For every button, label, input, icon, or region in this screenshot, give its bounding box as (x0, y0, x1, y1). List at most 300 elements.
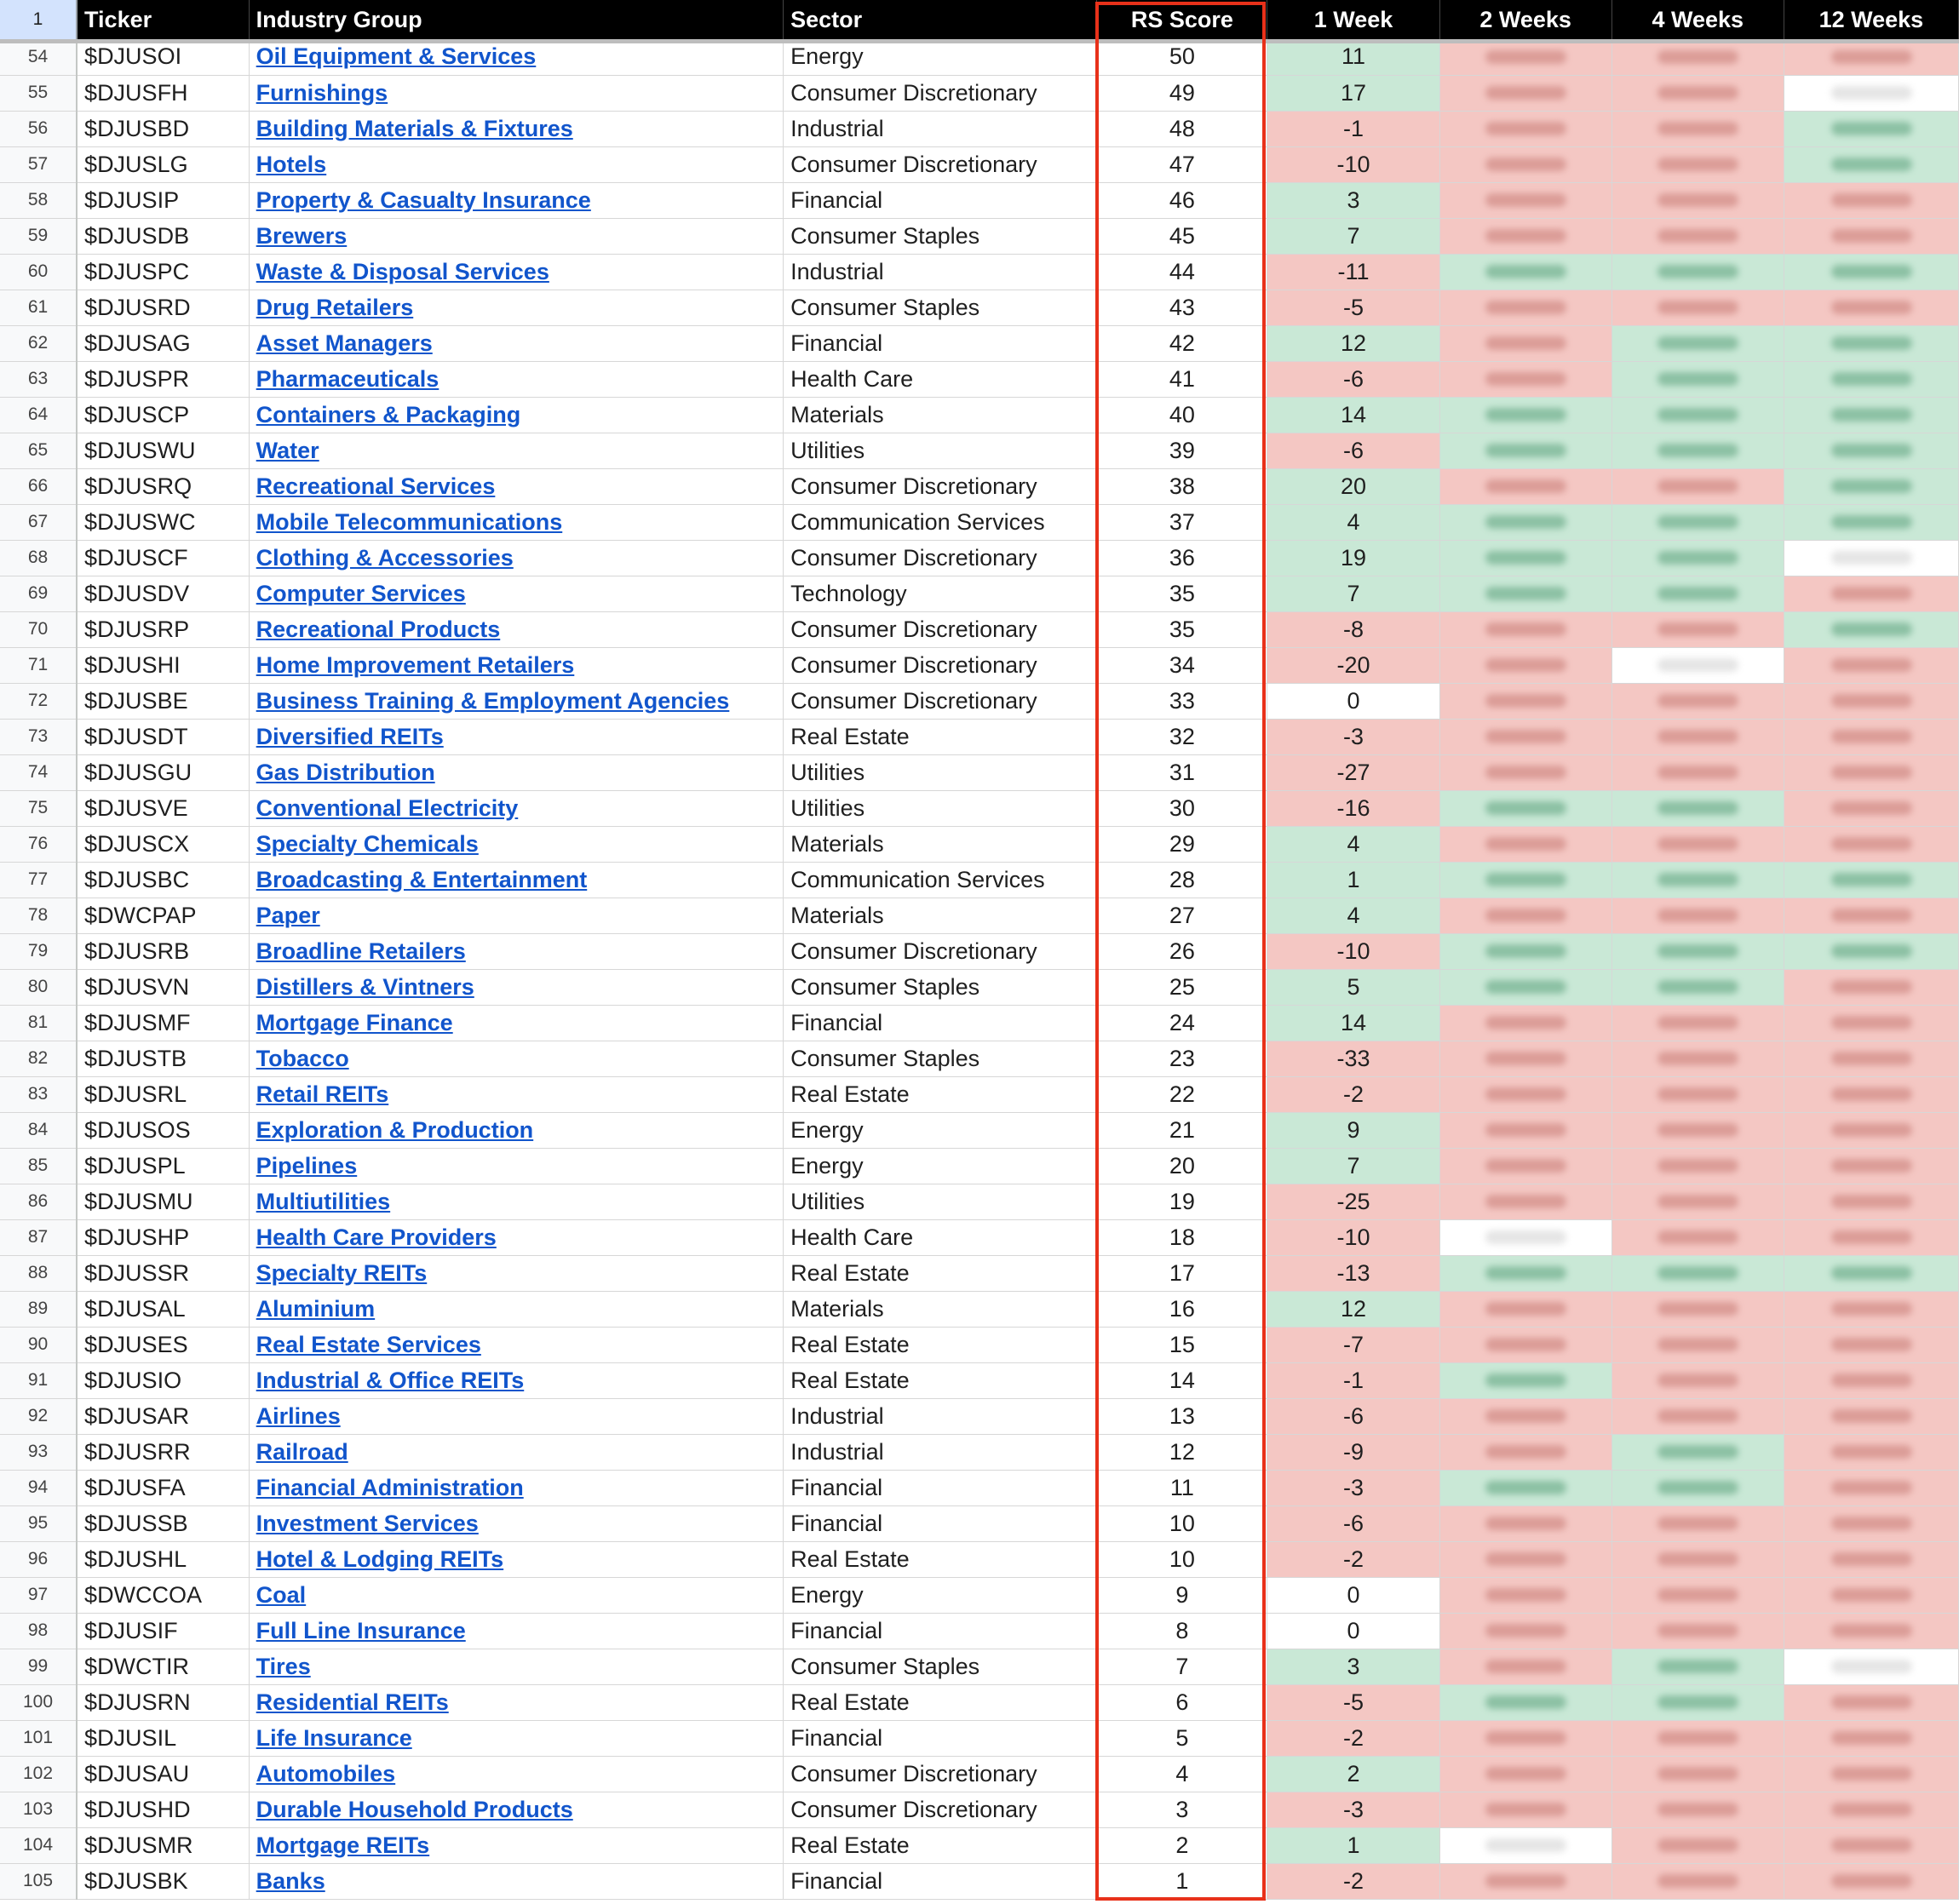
ticker-cell[interactable]: $DJUSGU (77, 754, 249, 790)
two-weeks-cell[interactable] (1439, 1541, 1611, 1577)
industry-group-cell[interactable] (249, 576, 783, 611)
rs-score-cell[interactable]: 33 (1097, 683, 1267, 719)
four-weeks-cell[interactable] (1611, 433, 1784, 468)
industry-group-link[interactable]: Pharmaceuticals (256, 365, 439, 392)
rs-score-cell[interactable]: 26 (1097, 933, 1267, 969)
two-weeks-cell[interactable] (1439, 540, 1611, 576)
industry-group-link[interactable]: Conventional Electricity (256, 794, 519, 821)
row-number[interactable]: 63 (0, 361, 77, 397)
two-weeks-cell[interactable] (1439, 683, 1611, 719)
rs-score-cell[interactable]: 13 (1097, 1398, 1267, 1434)
four-weeks-cell[interactable] (1611, 969, 1784, 1005)
industry-group-cell[interactable] (249, 1398, 783, 1434)
industry-group-cell[interactable] (249, 1148, 783, 1184)
row-number[interactable]: 94 (0, 1470, 77, 1505)
two-weeks-cell[interactable] (1439, 1291, 1611, 1327)
rs-score-cell[interactable]: 45 (1097, 218, 1267, 254)
one-week-cell[interactable]: -10 (1267, 146, 1439, 182)
twelve-weeks-cell[interactable] (1784, 576, 1958, 611)
industry-group-link[interactable]: Exploration & Production (256, 1116, 534, 1143)
industry-group-cell[interactable] (249, 433, 783, 468)
industry-group-link[interactable]: Waste & Disposal Services (256, 258, 549, 284)
industry-group-link[interactable]: Clothing & Accessories (256, 544, 514, 571)
two-weeks-cell[interactable] (1439, 790, 1611, 826)
one-week-cell[interactable]: 0 (1267, 1577, 1439, 1613)
ticker-cell[interactable]: $DJUSDT (77, 719, 249, 754)
two-weeks-cell[interactable] (1439, 1863, 1611, 1899)
row-number[interactable]: 74 (0, 754, 77, 790)
rs-score-cell[interactable]: 12 (1097, 1434, 1267, 1470)
four-weeks-cell[interactable] (1611, 611, 1784, 647)
row-number[interactable]: 56 (0, 111, 77, 146)
ticker-cell[interactable]: $DJUSVN (77, 969, 249, 1005)
one-week-cell[interactable]: -16 (1267, 790, 1439, 826)
one-week-cell[interactable]: 2 (1267, 1756, 1439, 1792)
ticker-cell[interactable]: $DJUSES (77, 1327, 249, 1362)
rs-score-cell[interactable]: 5 (1097, 1720, 1267, 1756)
industry-group-link[interactable]: Full Line Insurance (256, 1617, 466, 1643)
two-weeks-cell[interactable] (1439, 1434, 1611, 1470)
four-weeks-cell[interactable] (1611, 290, 1784, 325)
sector-cell[interactable]: Technology (784, 576, 1097, 611)
rs-score-cell[interactable]: 38 (1097, 468, 1267, 504)
twelve-weeks-cell[interactable] (1784, 1577, 1958, 1613)
twelve-weeks-cell[interactable] (1784, 1613, 1958, 1649)
industry-group-link[interactable]: Building Materials & Fixtures (256, 115, 573, 141)
two-weeks-cell[interactable] (1439, 1827, 1611, 1863)
industry-group-link[interactable]: Banks (256, 1867, 325, 1894)
twelve-weeks-cell[interactable] (1784, 146, 1958, 182)
ticker-cell[interactable]: $DJUSSB (77, 1505, 249, 1541)
sector-cell[interactable]: Industrial (784, 1398, 1097, 1434)
ticker-cell[interactable]: $DJUSHL (77, 1541, 249, 1577)
rs-score-cell[interactable]: 10 (1097, 1541, 1267, 1577)
industry-group-cell[interactable] (249, 397, 783, 433)
industry-group-cell[interactable] (249, 1756, 783, 1792)
twelve-weeks-cell[interactable] (1784, 218, 1958, 254)
twelve-weeks-cell[interactable] (1784, 1541, 1958, 1577)
four-weeks-cell[interactable] (1611, 683, 1784, 719)
twelve-weeks-cell[interactable] (1784, 1470, 1958, 1505)
two-weeks-cell[interactable] (1439, 1756, 1611, 1792)
row-number[interactable]: 55 (0, 75, 77, 111)
one-week-cell[interactable]: -5 (1267, 290, 1439, 325)
rs-score-cell[interactable]: 32 (1097, 719, 1267, 754)
one-week-cell[interactable]: 4 (1267, 504, 1439, 540)
industry-group-cell[interactable] (249, 1291, 783, 1327)
rs-score-cell[interactable]: 24 (1097, 1005, 1267, 1041)
industry-group-cell[interactable] (249, 39, 783, 75)
industry-group-link[interactable]: Water (256, 437, 319, 463)
four-weeks-cell[interactable] (1611, 1470, 1784, 1505)
twelve-weeks-cell[interactable] (1784, 39, 1958, 75)
industry-group-link[interactable]: Diversified REITs (256, 723, 444, 749)
two-weeks-cell[interactable] (1439, 1613, 1611, 1649)
industry-group-cell[interactable] (249, 1005, 783, 1041)
rs-score-cell[interactable]: 46 (1097, 182, 1267, 218)
one-week-cell[interactable]: -1 (1267, 1362, 1439, 1398)
four-weeks-cell[interactable] (1611, 254, 1784, 290)
sector-header[interactable]: Sector (784, 0, 1097, 39)
industry-group-link[interactable]: Computer Services (256, 580, 466, 606)
two-weeks-cell[interactable] (1439, 576, 1611, 611)
one-week-cell[interactable]: -6 (1267, 1398, 1439, 1434)
industry-group-link[interactable]: Automobiles (256, 1760, 396, 1786)
two-weeks-cell[interactable] (1439, 1255, 1611, 1291)
row-number[interactable]: 102 (0, 1756, 77, 1792)
one-week-cell[interactable]: 3 (1267, 1649, 1439, 1684)
one-week-cell[interactable]: -27 (1267, 754, 1439, 790)
four-weeks-cell[interactable] (1611, 1327, 1784, 1362)
two-weeks-cell[interactable] (1439, 1219, 1611, 1255)
industry-group-link[interactable]: Oil Equipment & Services (256, 43, 537, 70)
sector-cell[interactable]: Industrial (784, 1434, 1097, 1470)
industry-group-link[interactable]: Tires (256, 1653, 311, 1679)
twelve-weeks-cell[interactable] (1784, 1327, 1958, 1362)
twelve-weeks-cell[interactable] (1784, 719, 1958, 754)
one-week-cell[interactable]: -10 (1267, 1219, 1439, 1255)
industry-group-cell[interactable] (249, 1470, 783, 1505)
row-number[interactable]: 101 (0, 1720, 77, 1756)
industry-group-link[interactable]: Financial Administration (256, 1474, 524, 1500)
ticker-cell[interactable]: $DJUSPL (77, 1148, 249, 1184)
industry-group-link[interactable]: Pipelines (256, 1152, 358, 1179)
one-week-cell[interactable]: 12 (1267, 1291, 1439, 1327)
ticker-cell[interactable]: $DJUSLG (77, 146, 249, 182)
row-number[interactable]: 62 (0, 325, 77, 361)
rs-score-cell[interactable]: 37 (1097, 504, 1267, 540)
twelve-weeks-cell[interactable] (1784, 1076, 1958, 1112)
two-weeks-cell[interactable] (1439, 862, 1611, 898)
sector-cell[interactable]: Consumer Discretionary (784, 540, 1097, 576)
row-number[interactable]: 75 (0, 790, 77, 826)
industry-group-link[interactable]: Tobacco (256, 1045, 349, 1071)
rs-score-cell[interactable]: 49 (1097, 75, 1267, 111)
one-week-cell[interactable]: 3 (1267, 182, 1439, 218)
industry-group-link[interactable]: Mortgage Finance (256, 1009, 453, 1035)
four-weeks-cell[interactable] (1611, 1255, 1784, 1291)
one-week-cell[interactable]: 0 (1267, 683, 1439, 719)
twelve-weeks-cell[interactable] (1784, 1756, 1958, 1792)
industry-group-cell[interactable] (249, 540, 783, 576)
twelve-weeks-cell[interactable] (1784, 1720, 1958, 1756)
sector-cell[interactable]: Financial (784, 1863, 1097, 1899)
two-weeks-header[interactable]: 2 Weeks (1439, 0, 1611, 39)
ticker-cell[interactable]: $DJUSDV (77, 576, 249, 611)
ticker-cell[interactable]: $DJUSOI (77, 39, 249, 75)
one-week-cell[interactable]: -2 (1267, 1720, 1439, 1756)
sector-cell[interactable]: Consumer Discretionary (784, 146, 1097, 182)
row-number[interactable]: 72 (0, 683, 77, 719)
twelve-weeks-cell[interactable] (1784, 862, 1958, 898)
four-weeks-cell[interactable] (1611, 1649, 1784, 1684)
sector-cell[interactable]: Materials (784, 1291, 1097, 1327)
twelve-weeks-cell[interactable] (1784, 1148, 1958, 1184)
row-number[interactable]: 82 (0, 1041, 77, 1076)
four-weeks-cell[interactable] (1611, 1184, 1784, 1219)
sector-cell[interactable]: Consumer Discretionary (784, 611, 1097, 647)
sector-cell[interactable]: Consumer Staples (784, 1041, 1097, 1076)
two-weeks-cell[interactable] (1439, 361, 1611, 397)
sector-cell[interactable]: Consumer Discretionary (784, 75, 1097, 111)
four-weeks-cell[interactable] (1611, 898, 1784, 933)
one-week-cell[interactable]: -7 (1267, 1327, 1439, 1362)
sector-cell[interactable]: Consumer Discretionary (784, 933, 1097, 969)
industry-group-cell[interactable] (249, 218, 783, 254)
one-week-cell[interactable]: 11 (1267, 39, 1439, 75)
two-weeks-cell[interactable] (1439, 1327, 1611, 1362)
row-number[interactable]: 59 (0, 218, 77, 254)
rs-score-cell[interactable]: 47 (1097, 146, 1267, 182)
twelve-weeks-cell[interactable] (1784, 1398, 1958, 1434)
industry-group-cell[interactable] (249, 1327, 783, 1362)
rs-score-cell[interactable]: 20 (1097, 1148, 1267, 1184)
industry-group-cell[interactable] (249, 1720, 783, 1756)
four-weeks-cell[interactable] (1611, 1613, 1784, 1649)
rs-score-cell[interactable]: 30 (1097, 790, 1267, 826)
twelve-weeks-cell[interactable] (1784, 1792, 1958, 1827)
two-weeks-cell[interactable] (1439, 1684, 1611, 1720)
row-number[interactable]: 81 (0, 1005, 77, 1041)
sector-cell[interactable]: Materials (784, 826, 1097, 862)
industry-group-link[interactable]: Hotel & Lodging REITs (256, 1546, 504, 1572)
ticker-cell[interactable]: $DJUSMU (77, 1184, 249, 1219)
one-week-cell[interactable]: 4 (1267, 898, 1439, 933)
sector-cell[interactable]: Materials (784, 898, 1097, 933)
row-number[interactable]: 73 (0, 719, 77, 754)
industry-group-cell[interactable] (249, 611, 783, 647)
two-weeks-cell[interactable] (1439, 504, 1611, 540)
rs-score-cell[interactable]: 36 (1097, 540, 1267, 576)
four-weeks-cell[interactable] (1611, 826, 1784, 862)
industry-group-cell[interactable] (249, 182, 783, 218)
twelve-weeks-cell[interactable] (1784, 790, 1958, 826)
rs-score-cell[interactable]: 34 (1097, 647, 1267, 683)
industry-group-cell[interactable] (249, 754, 783, 790)
sector-cell[interactable]: Consumer Discretionary (784, 1756, 1097, 1792)
four-weeks-cell[interactable] (1611, 576, 1784, 611)
ticker-cell[interactable]: $DJUSBE (77, 683, 249, 719)
ticker-cell[interactable]: $DJUSAG (77, 325, 249, 361)
industry-group-link[interactable]: Property & Casualty Insurance (256, 186, 591, 213)
four-weeks-cell[interactable] (1611, 504, 1784, 540)
two-weeks-cell[interactable] (1439, 325, 1611, 361)
two-weeks-cell[interactable] (1439, 1148, 1611, 1184)
industry-group-link[interactable]: Containers & Packaging (256, 401, 521, 427)
industry-group-cell[interactable] (249, 1219, 783, 1255)
sector-cell[interactable]: Financial (784, 1720, 1097, 1756)
rs-score-cell[interactable]: 11 (1097, 1470, 1267, 1505)
four-weeks-cell[interactable] (1611, 719, 1784, 754)
two-weeks-cell[interactable] (1439, 468, 1611, 504)
ticker-cell[interactable]: $DJUSHP (77, 1219, 249, 1255)
industry-group-link[interactable]: Residential REITs (256, 1689, 449, 1715)
ticker-cell[interactable]: $DJUSBD (77, 111, 249, 146)
four-weeks-cell[interactable] (1611, 1577, 1784, 1613)
four-weeks-cell[interactable] (1611, 1720, 1784, 1756)
industry-group-link[interactable]: Airlines (256, 1402, 341, 1429)
ticker-cell[interactable]: $DJUSRL (77, 1076, 249, 1112)
rs-score-cell[interactable]: 9 (1097, 1577, 1267, 1613)
one-week-cell[interactable]: 20 (1267, 468, 1439, 504)
twelve-weeks-cell[interactable] (1784, 611, 1958, 647)
rs-score-cell[interactable]: 4 (1097, 1756, 1267, 1792)
row-number[interactable]: 70 (0, 611, 77, 647)
industry-group-cell[interactable] (249, 1541, 783, 1577)
industry-group-link[interactable]: Gas Distribution (256, 759, 435, 785)
one-week-cell[interactable]: 12 (1267, 325, 1439, 361)
industry-group-cell[interactable] (249, 504, 783, 540)
sector-cell[interactable]: Real Estate (784, 1827, 1097, 1863)
industry-group-cell[interactable] (249, 683, 783, 719)
one-week-cell[interactable]: -6 (1267, 361, 1439, 397)
row-number[interactable]: 86 (0, 1184, 77, 1219)
ticker-cell[interactable]: $DJUSDB (77, 218, 249, 254)
row-number[interactable]: 67 (0, 504, 77, 540)
one-week-cell[interactable]: -6 (1267, 433, 1439, 468)
rs-score-cell[interactable]: 14 (1097, 1362, 1267, 1398)
ticker-cell[interactable]: $DJUSRN (77, 1684, 249, 1720)
four-weeks-cell[interactable] (1611, 325, 1784, 361)
two-weeks-cell[interactable] (1439, 1005, 1611, 1041)
industry-group-cell[interactable] (249, 325, 783, 361)
two-weeks-cell[interactable] (1439, 1184, 1611, 1219)
twelve-weeks-cell[interactable] (1784, 1255, 1958, 1291)
two-weeks-cell[interactable] (1439, 218, 1611, 254)
two-weeks-cell[interactable] (1439, 1792, 1611, 1827)
twelve-weeks-cell[interactable] (1784, 75, 1958, 111)
industry-group-link[interactable]: Aluminium (256, 1295, 376, 1322)
industry-group-link[interactable]: Broadcasting & Entertainment (256, 866, 588, 892)
rs-score-cell[interactable]: 16 (1097, 1291, 1267, 1327)
four-weeks-cell[interactable] (1611, 146, 1784, 182)
ticker-header[interactable]: Ticker (77, 0, 249, 39)
sector-cell[interactable]: Consumer Staples (784, 218, 1097, 254)
twelve-weeks-cell[interactable] (1784, 361, 1958, 397)
rs-score-cell[interactable]: 39 (1097, 433, 1267, 468)
sector-cell[interactable]: Utilities (784, 1184, 1097, 1219)
one-week-cell[interactable]: 1 (1267, 1827, 1439, 1863)
one-week-cell[interactable]: -33 (1267, 1041, 1439, 1076)
industry-group-cell[interactable] (249, 1613, 783, 1649)
two-weeks-cell[interactable] (1439, 1470, 1611, 1505)
industry-group-link[interactable]: Mortgage REITs (256, 1832, 430, 1858)
rs-score-cell[interactable]: 27 (1097, 898, 1267, 933)
one-week-cell[interactable]: -9 (1267, 1434, 1439, 1470)
two-weeks-cell[interactable] (1439, 1076, 1611, 1112)
row-number[interactable]: 95 (0, 1505, 77, 1541)
two-weeks-cell[interactable] (1439, 1649, 1611, 1684)
sector-cell[interactable]: Health Care (784, 361, 1097, 397)
sector-cell[interactable]: Financial (784, 1005, 1097, 1041)
twelve-weeks-cell[interactable] (1784, 1219, 1958, 1255)
sector-cell[interactable]: Consumer Discretionary (784, 647, 1097, 683)
two-weeks-cell[interactable] (1439, 1398, 1611, 1434)
twelve-weeks-cell[interactable] (1784, 111, 1958, 146)
one-week-cell[interactable]: -5 (1267, 1684, 1439, 1720)
two-weeks-cell[interactable] (1439, 39, 1611, 75)
rs-score-cell[interactable]: 22 (1097, 1076, 1267, 1112)
sector-cell[interactable]: Energy (784, 39, 1097, 75)
industry-group-link[interactable]: Distillers & Vintners (256, 973, 474, 1000)
rs-score-cell[interactable]: 44 (1097, 254, 1267, 290)
sector-cell[interactable]: Energy (784, 1577, 1097, 1613)
sector-cell[interactable]: Real Estate (784, 1362, 1097, 1398)
row-number[interactable]: 64 (0, 397, 77, 433)
row-number[interactable]: 78 (0, 898, 77, 933)
one-week-cell[interactable]: -2 (1267, 1863, 1439, 1899)
rs-score-cell[interactable]: 40 (1097, 397, 1267, 433)
row-number[interactable]: 77 (0, 862, 77, 898)
ticker-cell[interactable]: $DJUSAU (77, 1756, 249, 1792)
rs-score-cell[interactable]: 8 (1097, 1613, 1267, 1649)
industry-group-cell[interactable] (249, 1505, 783, 1541)
ticker-cell[interactable]: $DJUSAL (77, 1291, 249, 1327)
four-weeks-cell[interactable] (1611, 1541, 1784, 1577)
row-number[interactable]: 79 (0, 933, 77, 969)
industry-group-cell[interactable] (249, 1577, 783, 1613)
twelve-weeks-cell[interactable] (1784, 754, 1958, 790)
ticker-cell[interactable]: $DJUSBC (77, 862, 249, 898)
one-week-cell[interactable]: -10 (1267, 933, 1439, 969)
row-number[interactable]: 87 (0, 1219, 77, 1255)
four-weeks-cell[interactable] (1611, 75, 1784, 111)
one-week-cell[interactable]: -20 (1267, 647, 1439, 683)
twelve-weeks-cell[interactable] (1784, 898, 1958, 933)
sector-cell[interactable]: Utilities (784, 790, 1097, 826)
twelve-weeks-cell[interactable] (1784, 1362, 1958, 1398)
industry-group-cell[interactable] (249, 1255, 783, 1291)
twelve-weeks-cell[interactable] (1784, 1827, 1958, 1863)
one-week-cell[interactable]: -11 (1267, 254, 1439, 290)
twelve-weeks-cell[interactable] (1784, 504, 1958, 540)
rs-score-cell[interactable]: 18 (1097, 1219, 1267, 1255)
industry-group-link[interactable]: Health Care Providers (256, 1224, 497, 1250)
sector-cell[interactable]: Financial (784, 325, 1097, 361)
two-weeks-cell[interactable] (1439, 397, 1611, 433)
sector-cell[interactable]: Real Estate (784, 1541, 1097, 1577)
twelve-weeks-cell[interactable] (1784, 969, 1958, 1005)
rs-score-cell[interactable]: 31 (1097, 754, 1267, 790)
row-number[interactable]: 83 (0, 1076, 77, 1112)
four-weeks-cell[interactable] (1611, 1792, 1784, 1827)
twelve-weeks-cell[interactable] (1784, 540, 1958, 576)
four-weeks-cell[interactable] (1611, 1219, 1784, 1255)
industry-group-link[interactable]: Hotels (256, 151, 327, 177)
row-number[interactable]: 65 (0, 433, 77, 468)
one-week-cell[interactable]: 5 (1267, 969, 1439, 1005)
sector-cell[interactable]: Consumer Staples (784, 969, 1097, 1005)
four-weeks-cell[interactable] (1611, 862, 1784, 898)
row-number[interactable]: 91 (0, 1362, 77, 1398)
four-weeks-cell[interactable] (1611, 1756, 1784, 1792)
twelve-weeks-cell[interactable] (1784, 826, 1958, 862)
ticker-cell[interactable]: $DJUSIL (77, 1720, 249, 1756)
industry-group-link[interactable]: Industrial & Office REITs (256, 1367, 525, 1393)
industry-group-cell[interactable] (249, 1362, 783, 1398)
twelve-weeks-cell[interactable] (1784, 1505, 1958, 1541)
four-weeks-cell[interactable] (1611, 754, 1784, 790)
four-weeks-cell[interactable] (1611, 111, 1784, 146)
ticker-cell[interactable]: $DJUSRB (77, 933, 249, 969)
sector-cell[interactable]: Financial (784, 182, 1097, 218)
ticker-cell[interactable]: $DJUSOS (77, 1112, 249, 1148)
twelve-weeks-cell[interactable] (1784, 254, 1958, 290)
sector-cell[interactable]: Consumer Staples (784, 1649, 1097, 1684)
sector-cell[interactable]: Communication Services (784, 504, 1097, 540)
two-weeks-cell[interactable] (1439, 75, 1611, 111)
four-weeks-cell[interactable] (1611, 1148, 1784, 1184)
